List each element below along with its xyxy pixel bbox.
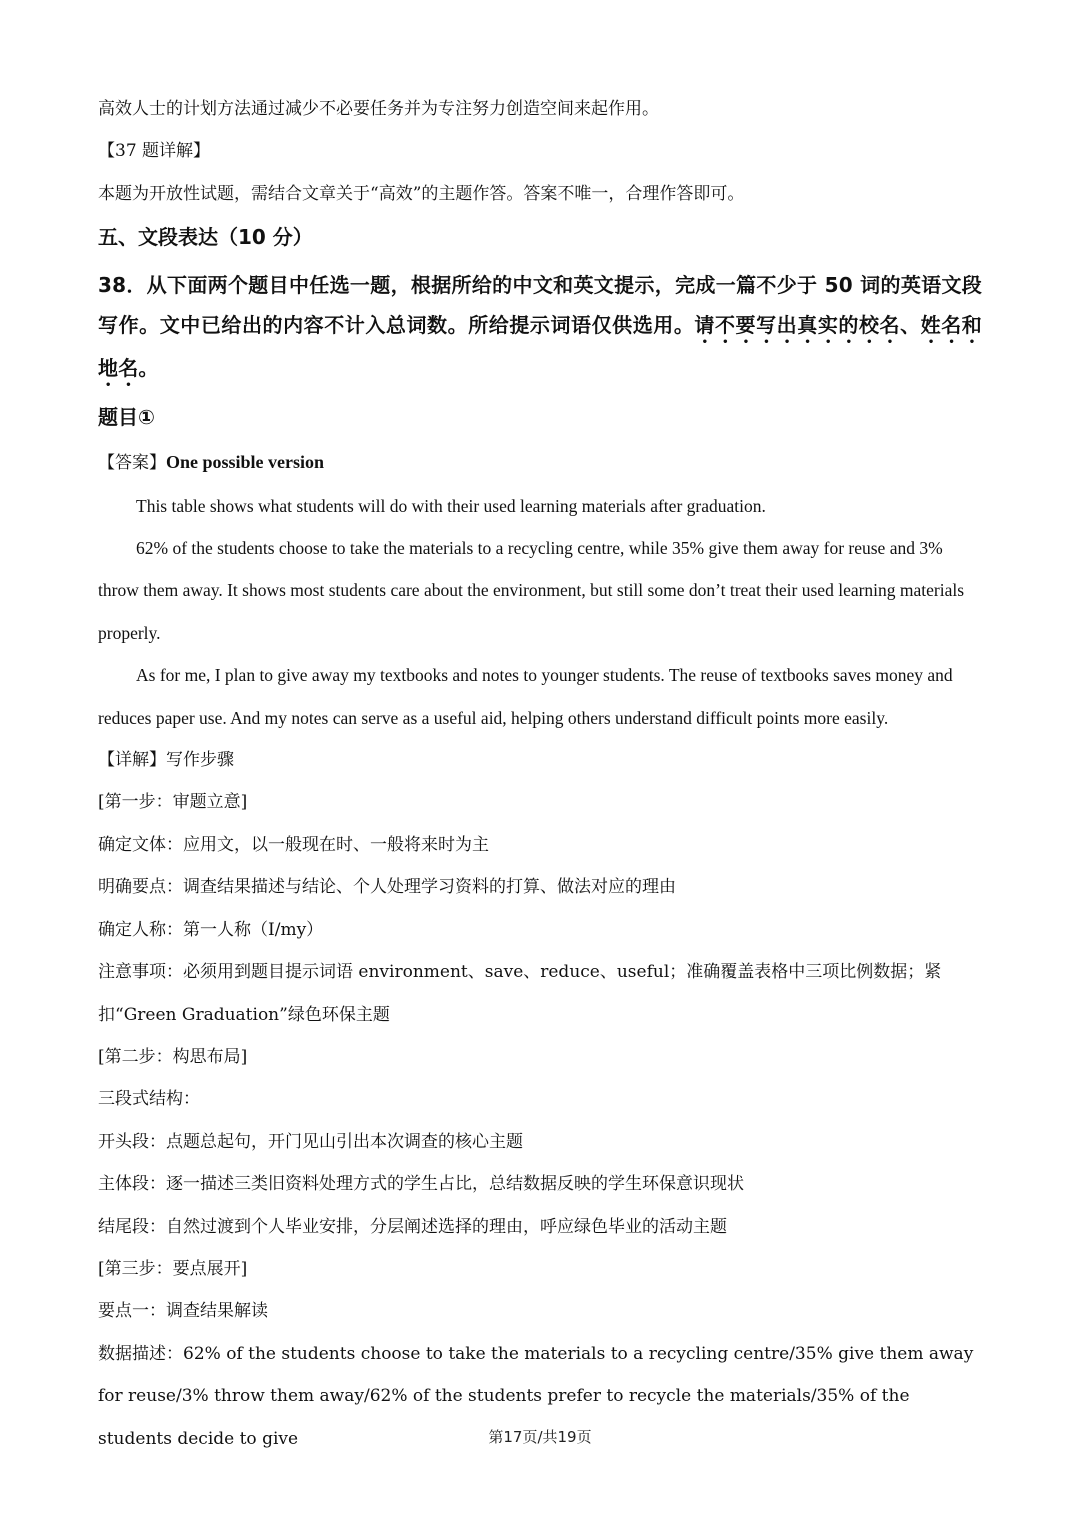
step-one-label: [第一步：审题立意] — [98, 792, 248, 813]
key-points-line: 明确要点：调查结果描述与结论、个人处理学习资料的打算、做法对应的理由 — [98, 877, 676, 898]
genre-line: 确定文体：应用文，以一般现在时、一般将来时为主 — [98, 834, 489, 855]
step-three-label: [第三步：要点展开] — [98, 1258, 248, 1279]
data-description-line: 数据描述：62% of the students choose to take the materials to a recycling centre/35% give them away for reuse/3% throw them away/62% of the students prefer to recycle the materials/35% of the students decide to give — [98, 1343, 974, 1449]
question-38-text: 38．从下面两个题目中任选一题，根据所给的中文和英文提示，完成一篇不少于 50 词的英语文段写作。文中已给出的内容不计入总词数。所给提示词语仅供选用。 — [98, 273, 982, 338]
topic-one-title: 题目① — [98, 405, 155, 430]
q37-detail-text: 本题为开放性试题，需结合文章关于“高效”的主题作答。答案不唯一，合理作答即可。 — [98, 183, 745, 204]
text-line-summary: 高效人士的计划方法通过减少不必要任务并为专注努力创造空间来起作用。 — [98, 99, 659, 119]
key-point-one-line: 要点一：调查结果解读 — [98, 1301, 268, 1322]
ending-paragraph-line: 结尾段：自然过渡到个人毕业安排，分层阐述选择的理由，呼应绿色毕业的活动主题 — [98, 1216, 727, 1237]
q37-detail-label: 【37 题详解】 — [98, 141, 211, 162]
answer-version: One possible version — [166, 452, 325, 473]
answer-label: 【答案】 — [98, 453, 166, 474]
question-38-end: 。 — [138, 356, 159, 381]
step-two-label: [第二步：构思布局] — [98, 1046, 248, 1067]
person-line: 确定人称：第一人称（I/my） — [98, 919, 324, 940]
opening-paragraph-line: 开头段：点题总起句，开门见山引出本次调查的核心主题 — [98, 1131, 523, 1152]
essay-paragraph-2: 62% of the students choose to take the materials to a recycling centre, while 35% give them away for reuse and 3% throw them away. It shows most students care about the environment, but still some don’t treat their used learning materials properly. — [98, 538, 965, 643]
question-38-instructions — [98, 265, 982, 391]
page-content — [98, 88, 982, 1460]
notes-line: 注意事项：必须用到题目提示词语 environment、save、reduce、useful；准确覆盖表格中三项比例数据；紧扣“Green Graduation”绿色环保主题 — [98, 962, 942, 1025]
answer-line — [98, 441, 982, 484]
structure-line: 三段式结构： — [98, 1089, 200, 1110]
essay-paragraph-1: This table shows what students will do with their used learning materials after graduation. — [136, 495, 766, 516]
details-header: 【详解】写作步骤 — [98, 750, 234, 771]
question-38-emphasis: 请不要写出真实的校名、姓名和地名 — [98, 313, 982, 381]
page-number-footer: 第17页/共19页 — [488, 1428, 592, 1446]
section-five-title: 五、文段表达（10 分） — [98, 225, 313, 250]
essay-paragraph-3: As for me, I plan to give away my textbooks and notes to younger students. The reuse of textbooks saves money and reduces paper use. And my notes can serve as a useful aid, helping others understand difficult points more easily. — [98, 665, 953, 728]
body-paragraph-line: 主体段：逐一描述三类旧资料处理方式的学生占比，总结数据反映的学生环保意识现状 — [98, 1174, 744, 1195]
